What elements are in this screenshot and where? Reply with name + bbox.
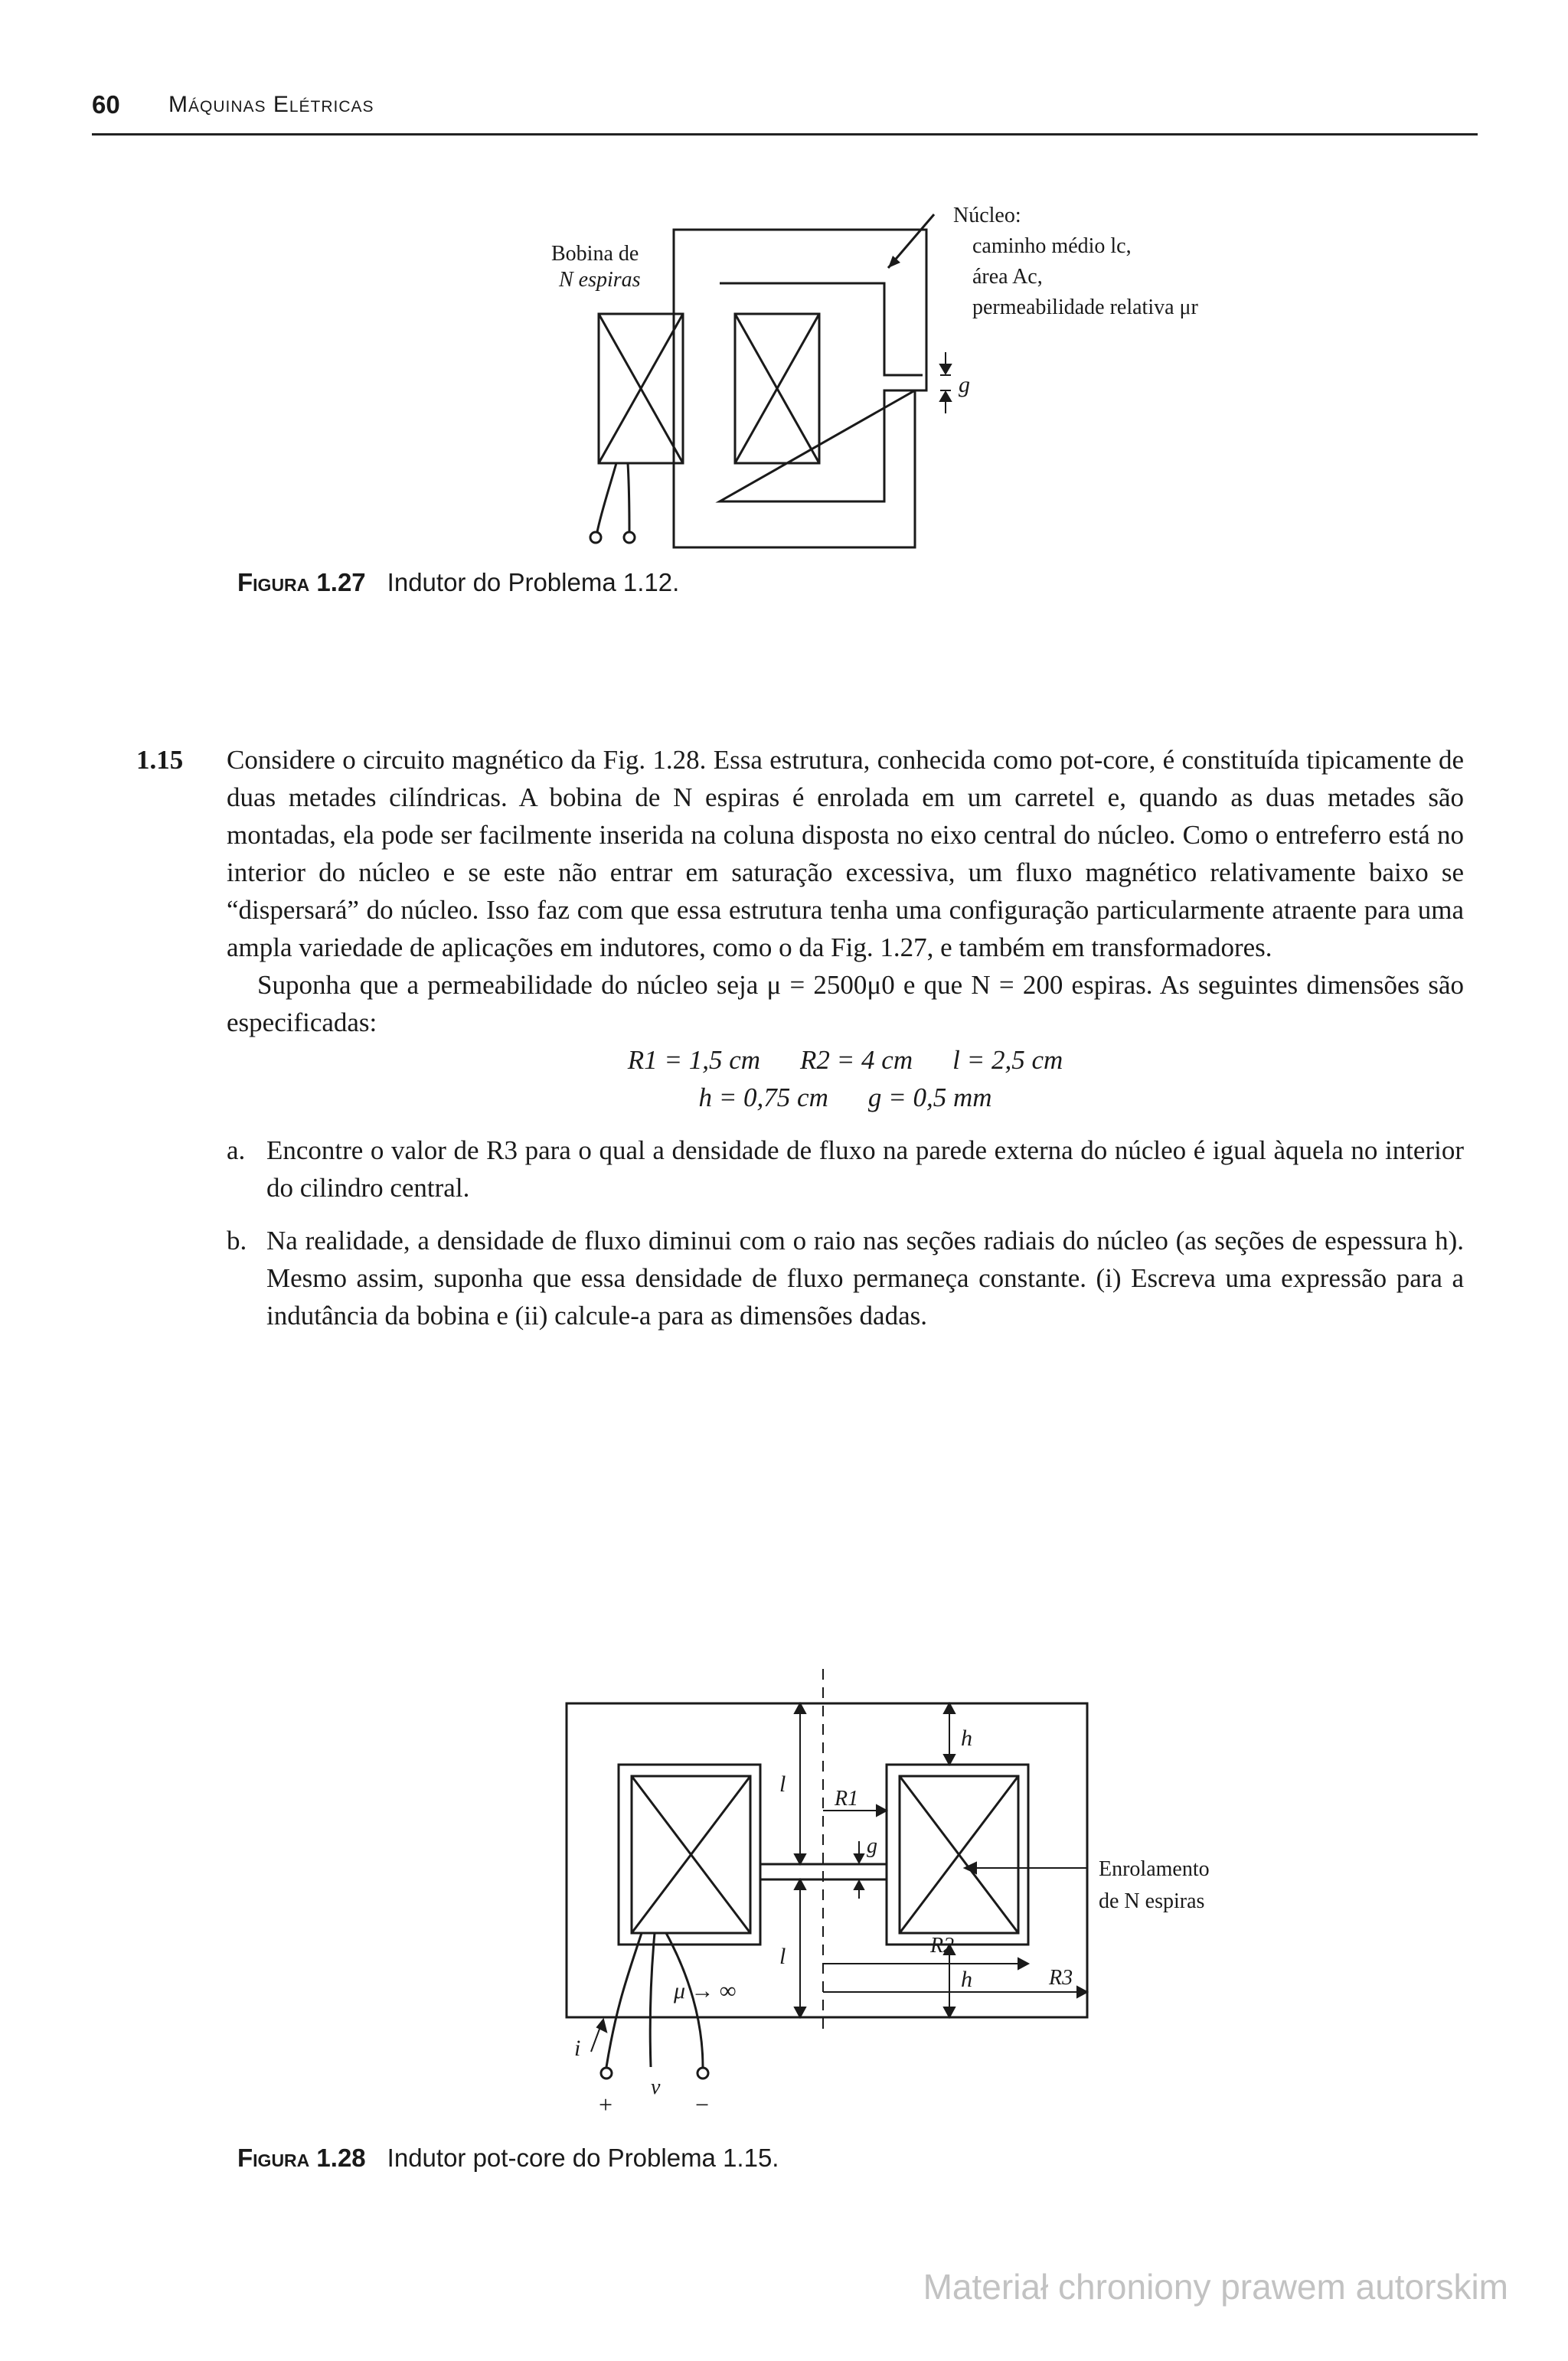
eq-r1: R1 = 1,5 cm — [627, 1045, 761, 1075]
label-r2: R2 — [930, 1934, 955, 1958]
winding-label-line2: de N espiras — [1099, 1889, 1205, 1913]
lead-2 — [650, 1933, 655, 2067]
label-minus: − — [695, 2091, 710, 2118]
core-label-line1: Núcleo: — [953, 204, 1021, 227]
core-label-line3: área Ac, — [972, 265, 1043, 289]
problem-item-a — [227, 1132, 1464, 1207]
terminal-right — [624, 532, 635, 543]
label-v: v — [651, 2075, 661, 2099]
problem-paragraph-1: Considere o circuito magnético da Fig. 1.28. Essa estrutura, conhecida como pot-core, é constituída tipicamente de duas metades cilíndricas. A bobina de N espiras é enrolada em um carretel e, quando as duas metades são montadas, ela pode ser facilmente inserida na coluna disposta no eixo central do núcleo. Como o entreferro está no interior do núcleo e se este não entrar em saturação excessiva, um fluxo magnético relativamente baixo se “dispersará” do núcleo. Isso faz com que essa estrutura tenha uma configuração particularmente atraente para uma ampla variedade de aplicações em indutores, como o da Fig. 1.27, e também em transformadores. — [227, 745, 1464, 962]
terminal-minus — [697, 2068, 708, 2079]
problem-paragraph-2: Suponha que a permeabilidade do núcleo seja μ = 2500μ0 e que N = 200 espiras. As seguintes dimensões são especificadas: — [227, 970, 1464, 1037]
copyright-watermark: Materiał chroniony prawem autorskim — [923, 2267, 1508, 2307]
problem-1-15 — [136, 741, 1464, 1334]
item-b-label: b. — [227, 1226, 247, 1256]
core-label-line2: caminho médio lc, — [972, 234, 1132, 258]
label-h-bottom: h — [961, 1967, 972, 1992]
dimensions-line-2 — [227, 1079, 1464, 1116]
problem-item-b — [227, 1222, 1464, 1334]
pot-core-outer — [567, 1703, 1087, 2017]
label-i: i — [574, 2036, 581, 2061]
winding-label-line1: Enrolamento — [1099, 1857, 1210, 1881]
label-l-top: l — [779, 1772, 786, 1797]
caption-label: Figura 1.28 — [237, 2144, 366, 2172]
running-header — [92, 90, 1478, 136]
eq-g: g = 0,5 mm — [867, 1083, 992, 1112]
coil-label-line2: N espiras — [559, 268, 641, 292]
label-plus: + — [599, 2091, 613, 2118]
coil-label-line1: Bobina de — [551, 242, 639, 266]
caption-label: Figura 1.27 — [237, 568, 366, 596]
label-r1: R1 — [835, 1787, 859, 1811]
item-a-text: Encontre o valor de R3 para o qual a densidade de fluxo na parede externa do núcleo é igual àquela no interior do cilindro central. — [266, 1135, 1464, 1203]
eq-h: h = 0,75 cm — [698, 1083, 828, 1112]
caption-text: Indutor pot-core do Problema 1.15. — [387, 2144, 779, 2172]
label-h-top: h — [961, 1726, 972, 1751]
item-a-label: a. — [227, 1135, 246, 1165]
label-r3: R3 — [1049, 1966, 1073, 1990]
problem-number: 1.15 — [136, 745, 184, 775]
running-title: Máquinas Elétricas — [168, 92, 374, 117]
eq-l: l = 2,5 cm — [952, 1045, 1063, 1075]
coil-lead-1 — [597, 463, 616, 532]
eq-r2: R2 = 4 cm — [800, 1045, 913, 1075]
label-l-bottom: l — [779, 1944, 786, 1969]
coil-lead-2 — [628, 463, 629, 532]
label-mu: μ → ∞ — [674, 1978, 737, 2003]
caption-text: Indutor do Problema 1.12. — [387, 568, 680, 596]
label-g: g — [867, 1834, 877, 1858]
lead-1 — [606, 1933, 642, 2067]
figure-1-28-caption — [237, 2144, 779, 2173]
item-b-text: Na realidade, a densidade de fluxo diminui com o raio nas seções radiais do núcleo (as seções de espessura h). Mesmo assim, suponha que essa densidade de fluxo permaneça constante. (i) Escreva uma expressão para a indutância da bobina e (ii) calcule-a para as dimensões dadas. — [266, 1226, 1464, 1331]
figure-1-27-caption — [237, 568, 679, 597]
dimensions-line-1 — [227, 1041, 1464, 1079]
figure-1-27-diagram — [429, 191, 1348, 567]
page-number: 60 — [92, 90, 120, 119]
core-outer-outline — [674, 230, 926, 547]
core-label-line4: permeabilidade relativa μr — [972, 296, 1198, 319]
terminal-left — [590, 532, 601, 543]
figure-1-28-diagram — [536, 1669, 1348, 2144]
gap-label: g — [959, 372, 970, 397]
terminal-plus — [601, 2068, 612, 2079]
